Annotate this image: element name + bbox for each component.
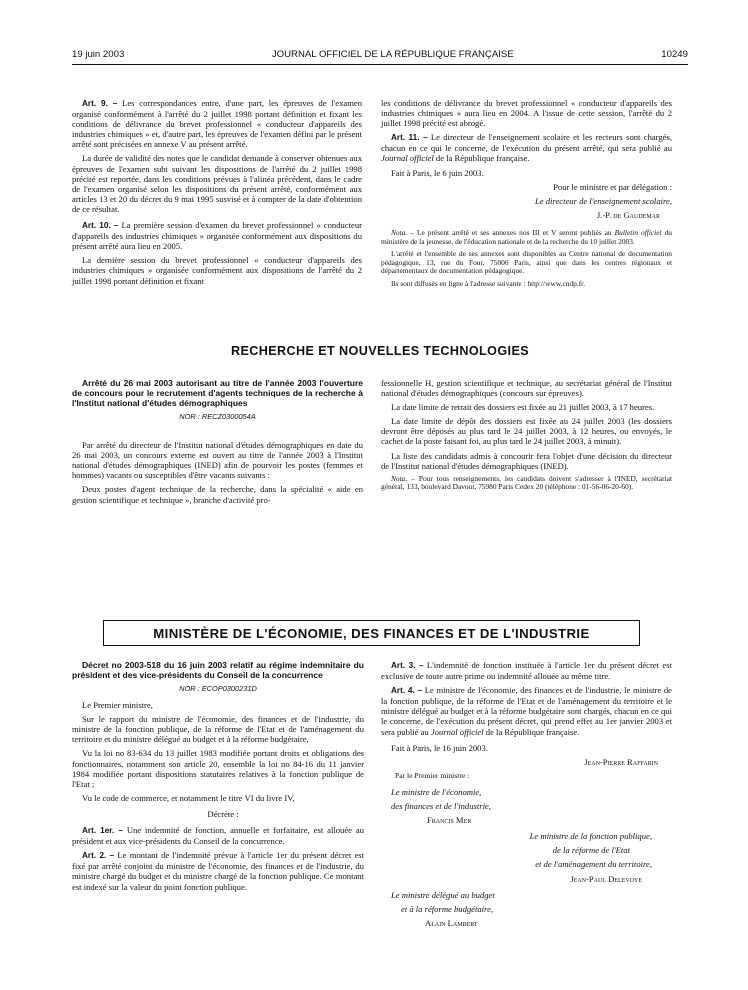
article-9-paragraph-2: La durée de validité des notes que le candidat demande à conserver obtenues aux épreuves de l'examen subi suivant les dispositions de l'arrêté du 2 juillet 1998 précité est reportée, dans les conditions prévues à l'alinéa précédent, dans le cadre de l'examen organisé selon les dispositions du présent arrêté, conformément aux articles 13 et 20 du décret du 9 mai 1995 susvisé et à compter de la date d'obtention de ce résultat.: [72, 153, 362, 214]
arrete-paragraph-2: Deux postes d'agent technique de la recherche, dans la spécialité « aide en gestion scientifique et technique », branche d'activité pro-: [72, 484, 363, 505]
header-journal-title: JOURNAL OFFICIEL DE LA RÉPUBLIQUE FRANÇAISE: [271, 49, 514, 60]
visa-2: Vu la loi no 83-634 du 13 juillet 1983 modifiée portant droits et obligations des fonctionnaires, notamment son article 20, ensemble la loi no 84-16 du 11 janvier 1984 modifiée portant dispositions statutaires relatives à la fonction publique de l'Etat ;: [72, 748, 364, 789]
top-left-column: [72, 98, 362, 290]
note-1: Nota. – Le présent arrêté et ses annexes nos III et V seront publiés au Bulletin officiel du ministère de la jeunesse, de l'éducation nationale et de la recherche du 10 juillet 2003.: [381, 227, 672, 246]
header-page-number: 10249: [661, 49, 688, 60]
article-9: Art. 9. – Les correspondances entre, d'une part, les épreuves de l'examen organisé conformément à l'arrêté du 2 juillet 1998 portant définition et fixant les conditions de délivrance du brevet professionnel « conducteur d'appareils des industries chimiques » et, d'autre part, les épreuves de l'examen défini par le présent arrêté sont précisées en annexe V au présent arrêté.: [72, 98, 362, 150]
top-right-column: [381, 98, 672, 293]
page-header: [72, 49, 688, 63]
economie-right-column: [381, 660, 672, 932]
arrete-continuation: fessionnelle H, gestion scientifique et technique, au secrétariat général de l'Institut national d'études démographiques (concours sur épreuves).: [381, 378, 672, 399]
article-10-continuation: les conditions de délivrance du brevet professionnel « conducteur d'appareils des industries chimiques » aura lieu en 2004. A l'issue de cette session, l'arrêté du 2 juillet 1998 précité est abrogé.: [381, 98, 672, 129]
article-2: Art. 2. – Le montant de l'indemnité prévue à l'article 1er du présent décret est fixé par arrêté conjoint du ministre de l'économie, des finances et de l'industrie, du ministre chargé du budget et du ministre chargé de la fonction publique. Ce montant est indexé sur la valeur du point fonction publique.: [72, 850, 364, 892]
decret-date: Fait à Paris, le 16 juin 2003.: [391, 742, 488, 753]
article-11: Art. 11. – Le directeur de l'enseignement scolaire et les recteurs sont chargés, chacun en ce qui le concerne, de l'exécution du présent arrêté, qui sera publié au Journal officiel de la République française.: [381, 132, 672, 164]
note-3: Ils sont diffusés en ligne à l'adresse suivante : http://www.cndp.fr.: [391, 278, 586, 288]
decret-title: Décret no 2003-518 du 16 juin 2003 relatif au régime indemnitaire du président et des vice-présidents du Conseil de la concurrence: [72, 660, 364, 680]
header-date: 19 juin 2003: [72, 49, 125, 60]
section-title-recherche: RECHERCHE ET NOUVELLES TECHNOLOGIES: [230, 344, 530, 358]
par-le-premier-ministre: Par le Premier ministre :: [395, 770, 470, 780]
article-3: Art. 3. – L'indemnité de fonction instituée à l'article 1er du présent décret est exclusive de toute autre prime ou indemnité allouée au même titre.: [381, 660, 672, 682]
note-2: L'arrêté et l'ensemble de ses annexes sont disponibles au Centre national de documentation pédagogique, 13, rue du Four, 75006 Paris, ainsi que dans les centres régionaux et départementaux de documentation pédagogique.: [381, 249, 672, 276]
premier-ministre-name: Jean-Pierre Raffarin: [584, 756, 658, 767]
article-10-paragraph-2: La dernière session du brevet professionnel « conducteur d'appareils des industries chimiques » organisée conformément aux dispositions de l'arrêté du 2 juillet 1998 portant définition et fixant: [72, 255, 362, 286]
visa-1: Sur le rapport du ministre de l'économie, des finances et de l'industrie, du ministre de la fonction publique, de la réforme de l'Etat et de l'aménagement du territoire et du ministre délégué au budget et à la réforme budgétaire,: [72, 714, 364, 745]
signature-date: Fait à Paris, le 6 juin 2003.: [391, 167, 484, 178]
liste-candidats: La liste des candidats admis à concourir fera l'objet d'une décision du directeur de l'Institut national d'études démographiques (INED).: [381, 450, 672, 471]
note-block: [381, 229, 672, 289]
recherche-right-column: [381, 378, 672, 496]
premier-ministre: Le Premier ministre,: [82, 700, 153, 711]
section-title-economie: MINISTÈRE DE L'ÉCONOMIE, DES FINANCES ET DE L'INDUSTRIE: [103, 620, 640, 646]
arrete-title: Arrêté du 26 mai 2003 autorisant au titre de l'année 2003 l'ouverture de concours pour le recrutement d'agents techniques de la recherche à l'Institut national d'études démographiques: [72, 378, 363, 408]
date-limite-depot: La date limite de dépôt des dossiers est fixée au 24 juillet 2003 (les dossiers devront être déposés au plus tard le 24 juillet 2003, à 12 heures, ou envoyés, le cachet de la poste faisant foi, au plus tard le 24 juillet 2003, à minuit).: [381, 416, 672, 447]
date-limite-retrait: La date limite de retrait des dossiers est fixée au 21 juillet 2003, à 17 heures.: [391, 402, 655, 413]
signature-ministre-budget: Le ministre délégué au budget et à la réforme budgétaire, Alain Lambert: [391, 889, 495, 928]
recherche-note: Nota. – Pour tous renseignements, les candidats doivent s'adresser à l'INED, secrétariat général, 133, boulevard Davout, 75980 Paris Cedex 20 (téléphone : 01-56-06-20-60).: [381, 473, 673, 492]
signature-block: Pour le ministre et par délégation : Le directeur de l'enseignement scolaire, J.-P. de Gaudemar: [535, 181, 672, 220]
signature-ministre-economie: Le ministre de l'économie, des finances et de l'industrie, Francis Mer: [391, 786, 491, 826]
arrete-paragraph-1: Par arrêté du directeur de l'Institut national d'études démographiques en date du 26 mai 2003, un concours externe est ouvert au titre de l'année 2003 à l'Institut national d'études démographiques (INED) afin de pourvoir les postes (femmes et hommes) vacants ou susceptibles d'être vacants suivants :: [72, 440, 363, 481]
recherche-left-column: [72, 378, 363, 509]
visa-3: Vu le code de commerce, et notamment le titre VI du livre IV,: [82, 792, 295, 803]
header-rule: [72, 64, 688, 65]
decrete: Décrète :: [207, 808, 239, 819]
article-4: Art. 4. – Le ministre de l'économie, des finances et de l'industrie, le ministre de la fonction publique, de la réforme de l'Etat et de l'aménagement du territoire et le ministre délégué au budget et à la réforme budgétaire sont chargés, chacun en ce qui le concerne, de l'exécution du présent décret, qui prend effet au 1er janvier 2003 et sera publié au Journal officiel de la République française.: [381, 685, 672, 737]
decret-nor: NOR : ECOP0300231D: [179, 684, 257, 693]
nor-reference: NOR : RECZ0300054A: [179, 412, 256, 421]
article-1: Art. 1er. – Une indemnité de fonction, annuelle et forfaitaire, est allouée au président et aux vice-présidents du Conseil de la concurrence.: [72, 825, 364, 847]
economie-left-column: [72, 660, 364, 896]
article-10: Art. 10. – La première session d'examen du brevet professionnel « conducteur d'appareils des industries chimiques » organisée conformément aux dispositions du présent arrêté aura lieu en 2005.: [72, 220, 362, 252]
signature-ministre-fonction-publique: Le ministre de la fonction publique, de la réforme de l'Etat et de l'aménagement du territoire, Jean-Paul Delevoye: [529, 831, 652, 884]
